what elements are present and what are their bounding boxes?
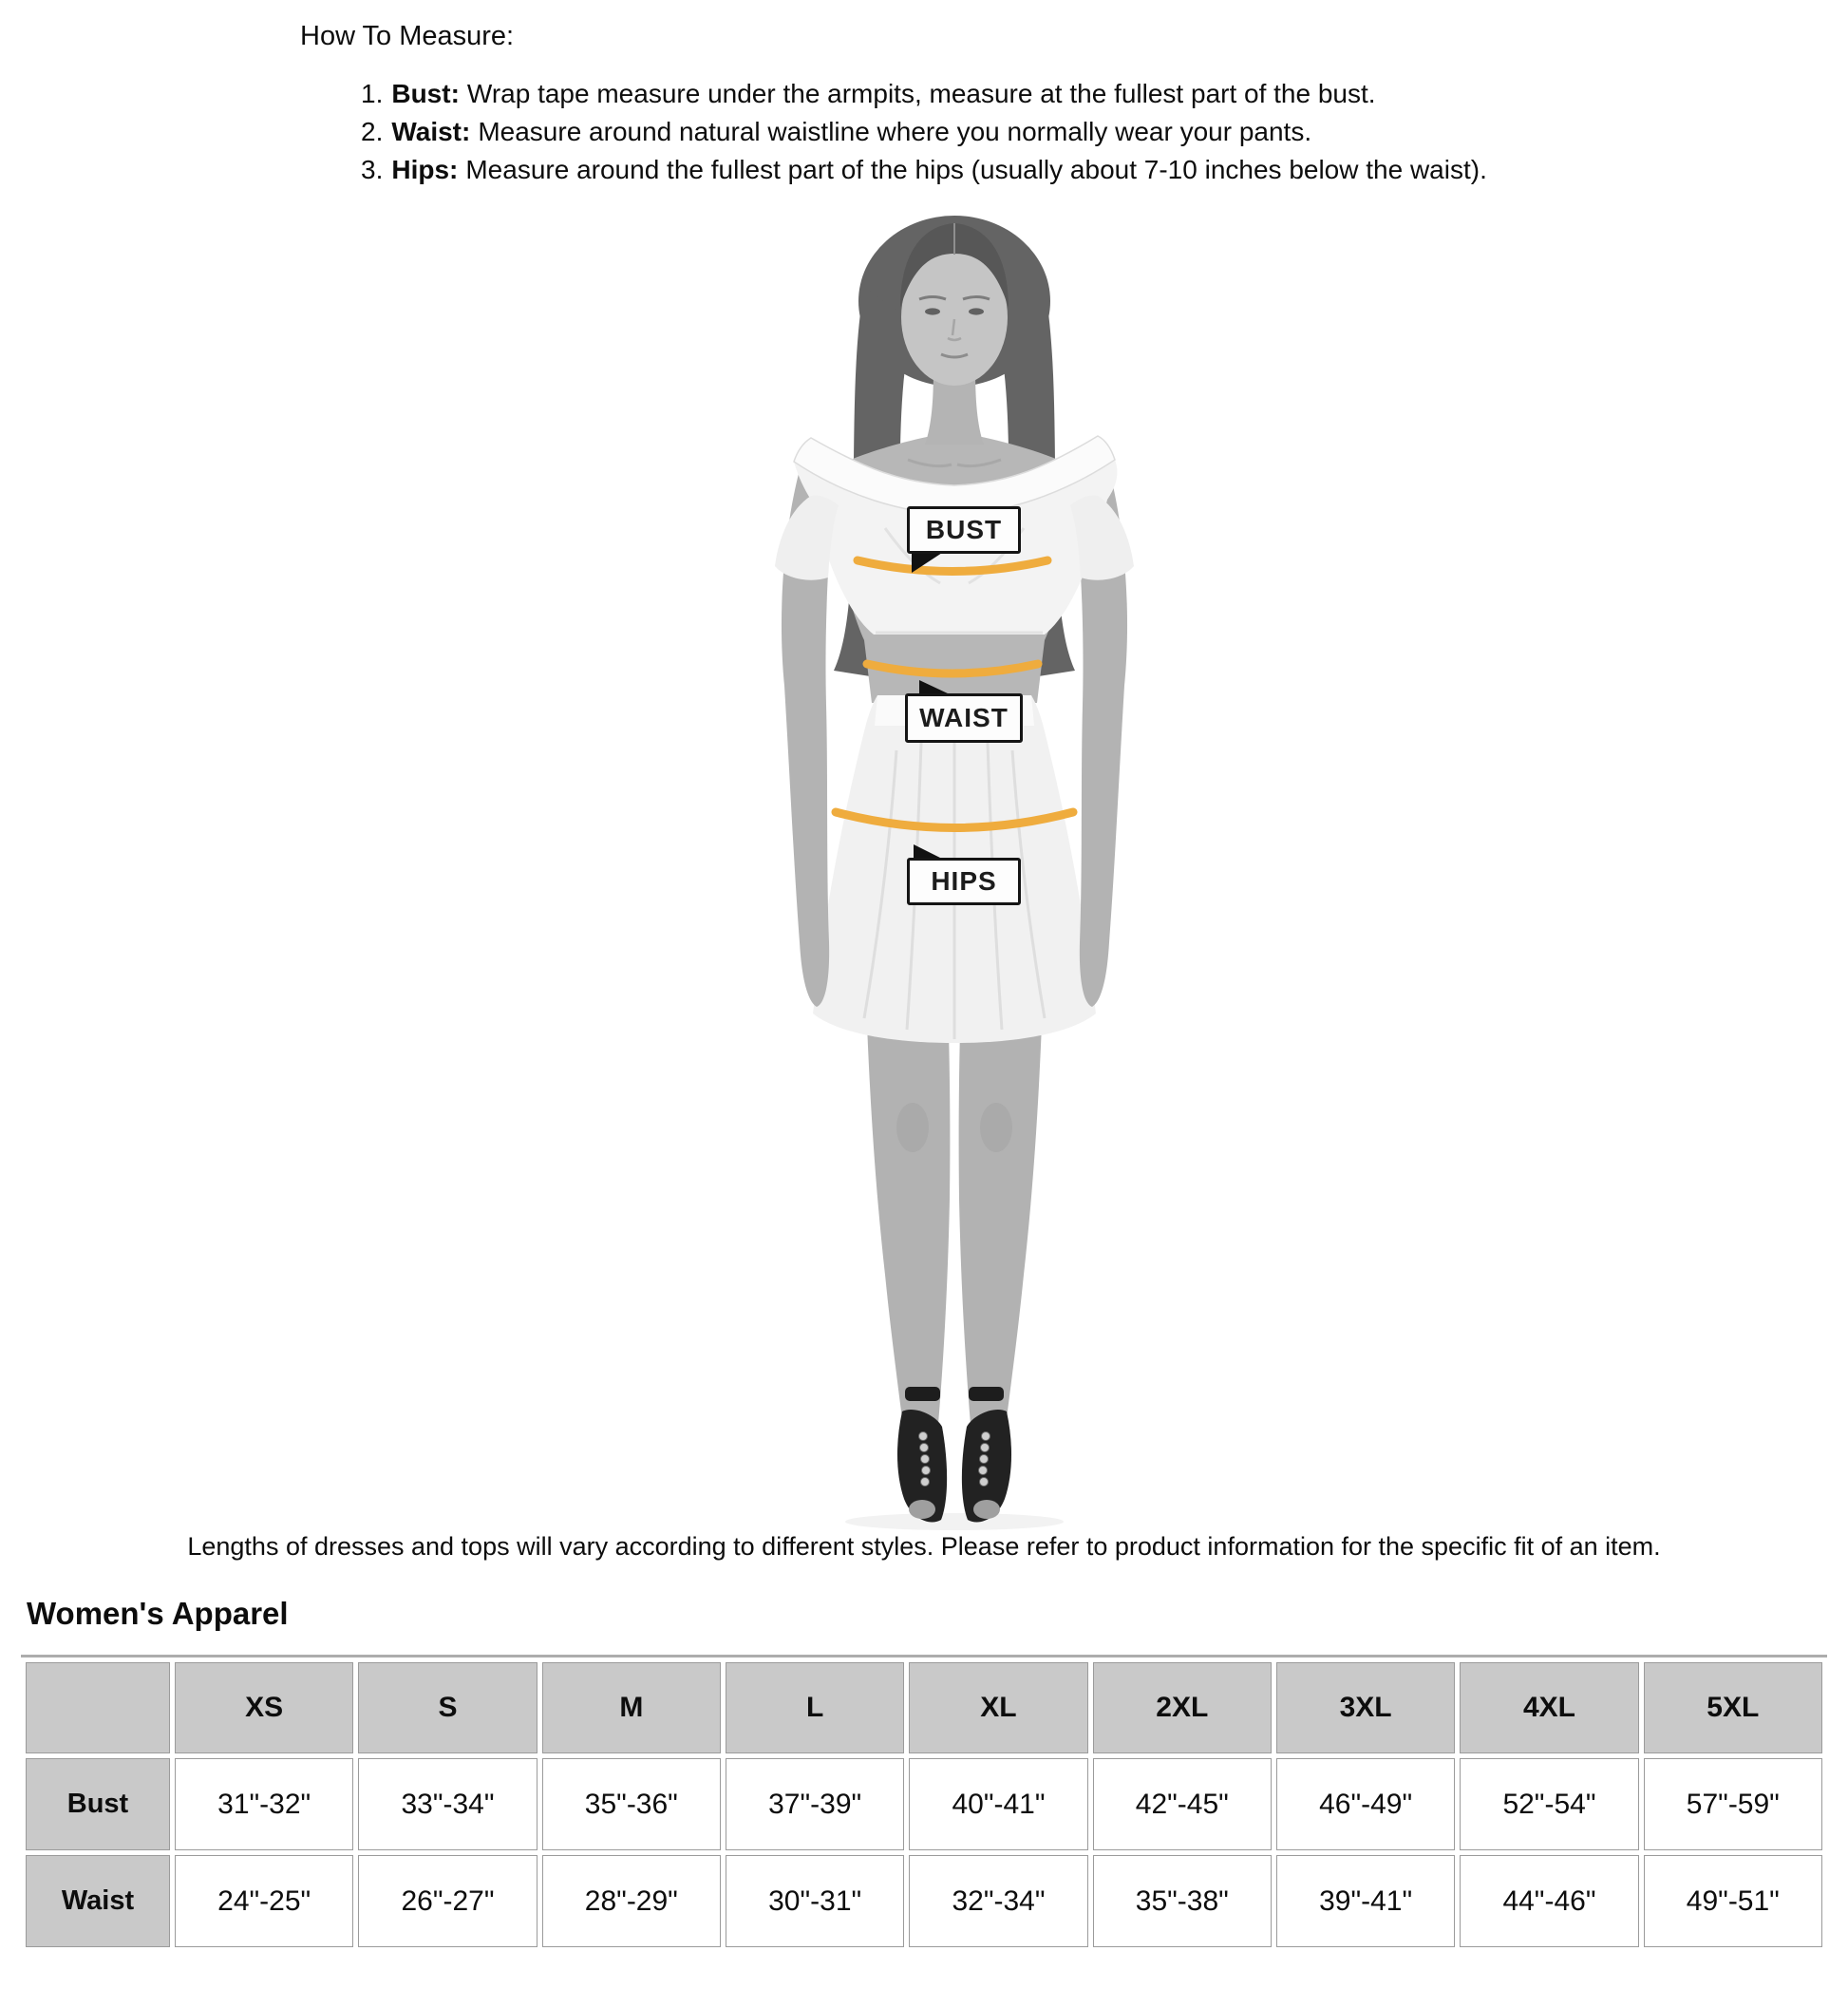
fit-note-text: Lengths of dresses and tops will vary according to different styles. Please refer to product information for the specific fit of an item.	[187, 1532, 1661, 1561]
measurement-model-figure	[731, 211, 1178, 1531]
bust-value-3xl: 46"-49"	[1276, 1758, 1455, 1850]
floor-shadow	[845, 1513, 1064, 1530]
bust-value-4xl: 52"-54"	[1460, 1758, 1638, 1850]
waist-value-xl: 32"-34"	[909, 1855, 1087, 1947]
header-cell-s: S	[358, 1662, 537, 1753]
step-text: Wrap tape measure under the armpits, measure at the fullest part of the bust.	[466, 79, 1376, 108]
list-item	[361, 154, 1487, 186]
bust-value-s: 33"-34"	[358, 1758, 537, 1850]
header-cell-xl: XL	[909, 1662, 1087, 1753]
section-title: Women's Apparel	[27, 1596, 289, 1631]
left-sleeve	[775, 495, 839, 579]
hips-callout-label: HIPS	[907, 858, 1021, 905]
hips-callout-tail	[914, 844, 942, 859]
header-cell-2xl: 2XL	[1093, 1662, 1272, 1753]
step-label: Waist:	[391, 117, 471, 146]
waist-value-l: 30"-31"	[726, 1855, 904, 1947]
step-text: Measure around the fullest part of the hips (usually about 7-10 inches below the waist).	[465, 155, 1487, 184]
row-label-waist: Waist	[26, 1855, 170, 1947]
bust-value-xs: 31"-32"	[175, 1758, 353, 1850]
table-row-waist	[26, 1855, 1822, 1947]
table-row-bust	[26, 1758, 1822, 1850]
header-cell-m: M	[542, 1662, 721, 1753]
bust-value-2xl: 42"-45"	[1093, 1758, 1272, 1850]
size-table	[21, 1655, 1827, 1952]
header-cell-xs: XS	[175, 1662, 353, 1753]
waist-value-m: 28"-29"	[542, 1855, 721, 1947]
waist-callout-label: WAIST	[905, 693, 1023, 743]
waist-value-2xl: 35"-38"	[1093, 1855, 1272, 1947]
step-label: Hips:	[391, 155, 459, 184]
waist-value-xs: 24"-25"	[175, 1855, 353, 1947]
instructions-list	[361, 78, 1487, 192]
waist-value-s: 26"-27"	[358, 1855, 537, 1947]
waist-callout-tail	[919, 680, 950, 694]
waist-value-5xl: 49"-51"	[1644, 1855, 1822, 1947]
step-text: Measure around natural waistline where you normally wear your pants.	[478, 117, 1312, 146]
header-cell-l: L	[726, 1662, 904, 1753]
bust-value-xl: 40"-41"	[909, 1758, 1087, 1850]
bust-callout-tail	[912, 553, 942, 573]
size-table-header-row	[26, 1662, 1822, 1753]
row-label-bust: Bust	[26, 1758, 170, 1850]
step-label: Bust:	[391, 79, 460, 108]
header-cell-3xl: 3XL	[1276, 1662, 1455, 1753]
list-item	[361, 116, 1487, 148]
header-cell-4xl: 4XL	[1460, 1662, 1638, 1753]
header-corner-cell	[26, 1662, 170, 1753]
list-item	[361, 78, 1487, 110]
waist-value-3xl: 39"-41"	[1276, 1855, 1455, 1947]
step-number: 1.	[361, 79, 384, 108]
legs	[866, 999, 1043, 1467]
waist-value-4xl: 44"-46"	[1460, 1855, 1638, 1947]
step-number: 2.	[361, 117, 384, 146]
step-number: 3.	[361, 155, 384, 184]
page-title: How To Measure:	[300, 21, 515, 51]
bust-value-l: 37"-39"	[726, 1758, 904, 1850]
bust-callout-label: BUST	[907, 506, 1021, 554]
header-cell-5xl: 5XL	[1644, 1662, 1822, 1753]
bust-value-m: 35"-36"	[542, 1758, 721, 1850]
bust-value-5xl: 57"-59"	[1644, 1758, 1822, 1850]
